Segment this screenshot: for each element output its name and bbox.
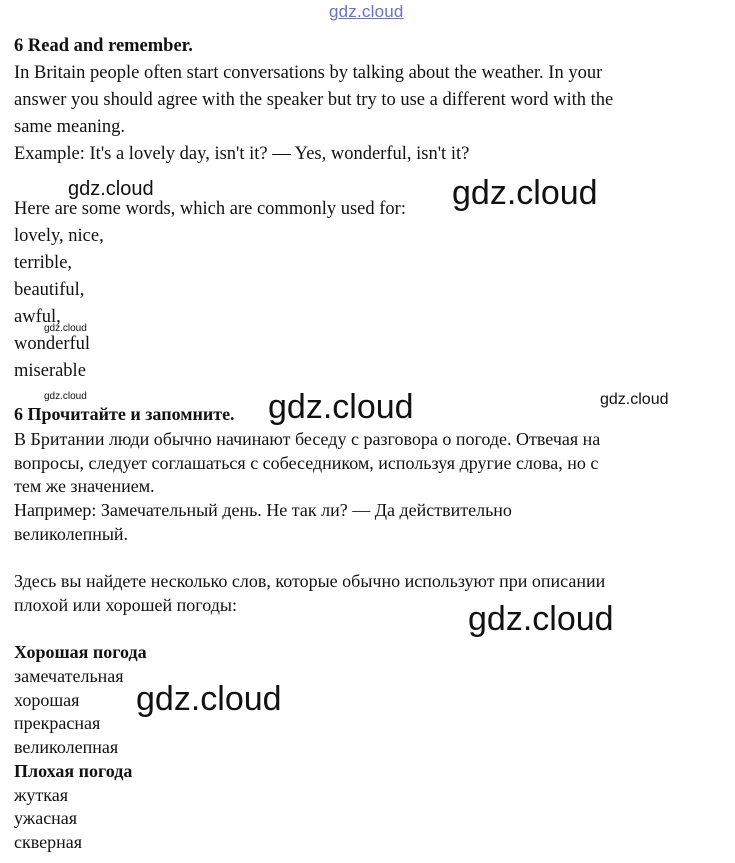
english-heading: 6 Read and remember. [14, 36, 193, 56]
watermark: gdz.cloud [452, 174, 598, 212]
good-weather-word: замечательная [14, 666, 124, 686]
bad-weather-word: ужасная [14, 808, 78, 828]
watermark: gdz.cloud [68, 178, 154, 200]
russian-words-intro-line: плохой или хорошей погоды: [14, 595, 237, 615]
good-weather-word: прекрасная [14, 713, 101, 733]
english-word-item: lovely, nice, [14, 226, 104, 246]
english-example: Example: It's a lovely day, isn't it? — Yes, wonderful, isn't it? [14, 144, 470, 164]
good-weather-word: хорошая [14, 690, 80, 710]
top-watermark-link[interactable]: gdz.cloud [329, 2, 404, 21]
bad-weather-word: скверная [14, 832, 83, 852]
english-intro-line: same meaning. [14, 117, 125, 137]
watermark: gdz.cloud [468, 600, 614, 638]
russian-words-intro-line: Здесь вы найдете несколько слов, которые обычно используют при описании [14, 571, 606, 591]
english-word-item: miserable [14, 361, 86, 381]
watermark: gdz.cloud [44, 323, 87, 334]
english-word-item: beautiful, [14, 280, 85, 300]
russian-intro-line: тем же значением. [14, 476, 155, 496]
russian-heading: 6 Прочитайте и запомните. [14, 404, 235, 424]
watermark: gdz.cloud [136, 680, 282, 718]
english-word-item: terrible, [14, 253, 73, 273]
russian-example-line: великолепный. [14, 524, 129, 544]
russian-intro-line: вопросы, следует соглашаться с собеседником, используя другие слова, но с [14, 453, 599, 473]
english-intro-line: In Britain people often start conversations by talking about the weather. In your [14, 63, 603, 83]
english-intro-line: answer you should agree with the speaker but try to use a different word with the [14, 90, 614, 110]
good-weather-heading: Хорошая погода [14, 642, 147, 662]
english-word-item: wonderful [14, 334, 91, 354]
russian-example-line: Например: Замечательный день. Не так ли? — Да действительно [14, 500, 512, 520]
good-weather-word: великолепная [14, 737, 119, 757]
watermark: gdz.cloud [44, 391, 87, 402]
bad-weather-heading: Плохая погода [14, 761, 133, 781]
bad-weather-word: жуткая [14, 785, 69, 805]
russian-intro-line: В Британии люди обычно начинают беседу с разговора о погоде. Отвечая на [14, 429, 601, 449]
watermark: gdz.cloud [600, 391, 669, 408]
watermark: gdz.cloud [268, 388, 414, 426]
english-words-intro: Here are some words, which are commonly used for: [14, 199, 406, 219]
english-word-item: awful, [14, 307, 61, 327]
